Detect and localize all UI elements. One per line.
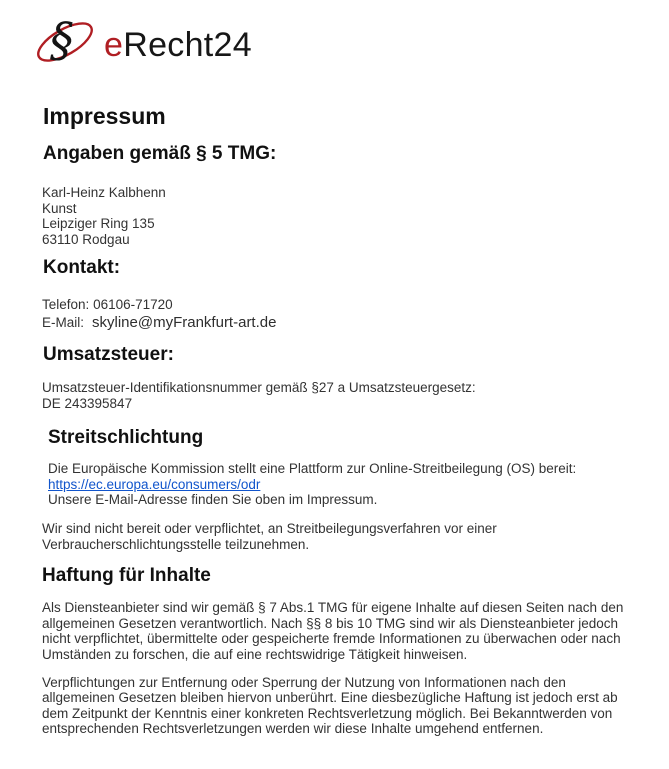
telefon-line <box>42 297 669 313</box>
telefon-label: Telefon: <box>42 297 90 313</box>
telefon-value: 06106-71720 <box>93 297 173 313</box>
umsatzsteuer-block <box>42 380 669 411</box>
logo-letter-e: e <box>104 26 124 64</box>
paragraph-swoosh-icon <box>36 12 100 68</box>
email-line <box>42 314 669 331</box>
contact-block <box>42 297 669 331</box>
section-heading-angaben: Angaben gemäß § 5 TMG: <box>43 143 277 164</box>
haftung-paragraph-2: Verpflichtungen zur Entfernung oder Sperrung der Nutzung von Informationen nach den allgemeinen Gesetzen bleiben hiervon unberührt. Eine diesbezügliche Haftung ist jedoch erst ab dem Zeitpunkt der Kenntnis einer konkreten Rechtsverletzung möglich. Bei Bekanntwerden von entsprechenden Rechtsverletzungen werden wir diese Inhalte umgehend entfernen. <box>42 674 618 737</box>
erecht24-logo <box>36 12 669 66</box>
email-label: E-Mail: <box>42 314 85 330</box>
logo-rest-text: Recht24 <box>123 26 252 64</box>
paragraph-glyph: § <box>50 13 74 68</box>
logo-wordmark <box>104 18 252 72</box>
ust-line-1: Umsatzsteuer-Identifikationsnummer gemäß §27 a Umsatzsteuergesetz: <box>42 379 476 395</box>
email-value: skyline@myFrankfurt-art.de <box>92 313 277 331</box>
ust-line-2: DE 243395847 <box>42 395 133 411</box>
haftung-paragraph-1: Als Diensteanbieter sind wir gemäß § 7 Abs.1 TMG für eigene Inhalte auf diesen Seiten nach den allgemeinen Gesetzen verantwortlich. Nach §§ 8 bis 10 TMG sind wir als Diensteanbieter jedoch nicht verpflichtet, übermittelte oder gespeicherte fremde Informationen zu überwachen oder nach Umständen zu forschen, die auf eine rechtswidrige Tätigkeit hinweisen. <box>42 600 624 662</box>
streitschlichtung-paragraph-2: Wir sind nicht bereit oder verpflichtet, an Streitbeilegungsverfahren vor einer Verbraucherschlichtungsstelle teilzunehmen. <box>42 520 497 552</box>
address-line-street: Leipziger Ring 135 <box>42 216 155 232</box>
address-line-company: Kunst <box>42 200 77 216</box>
page-title: Impressum <box>43 103 166 129</box>
address-block <box>42 185 669 247</box>
streitschlichtung-paragraph-1 <box>48 461 648 508</box>
section-heading-umsatzsteuer: Umsatzsteuer: <box>43 343 174 365</box>
address-line-city: 63110 Rodgau <box>42 231 130 247</box>
section-heading-haftung: Haftung für Inhalte <box>42 565 211 587</box>
streit-line-2: Unsere E-Mail-Adresse finden Sie oben im Impressum. <box>48 492 378 508</box>
streit-line-1: Die Europäische Kommission stellt eine Plattform zur Online-Streitbeilegung (OS) bereit: <box>48 461 577 477</box>
address-line-name: Karl-Heinz Kalbhenn <box>42 185 166 200</box>
impressum-page <box>0 12 669 737</box>
odr-link[interactable]: https://ec.europa.eu/consumers/odr <box>48 476 261 492</box>
section-heading-kontakt: Kontakt: <box>43 257 121 279</box>
section-heading-streitschlichtung: Streitschlichtung <box>48 427 204 449</box>
